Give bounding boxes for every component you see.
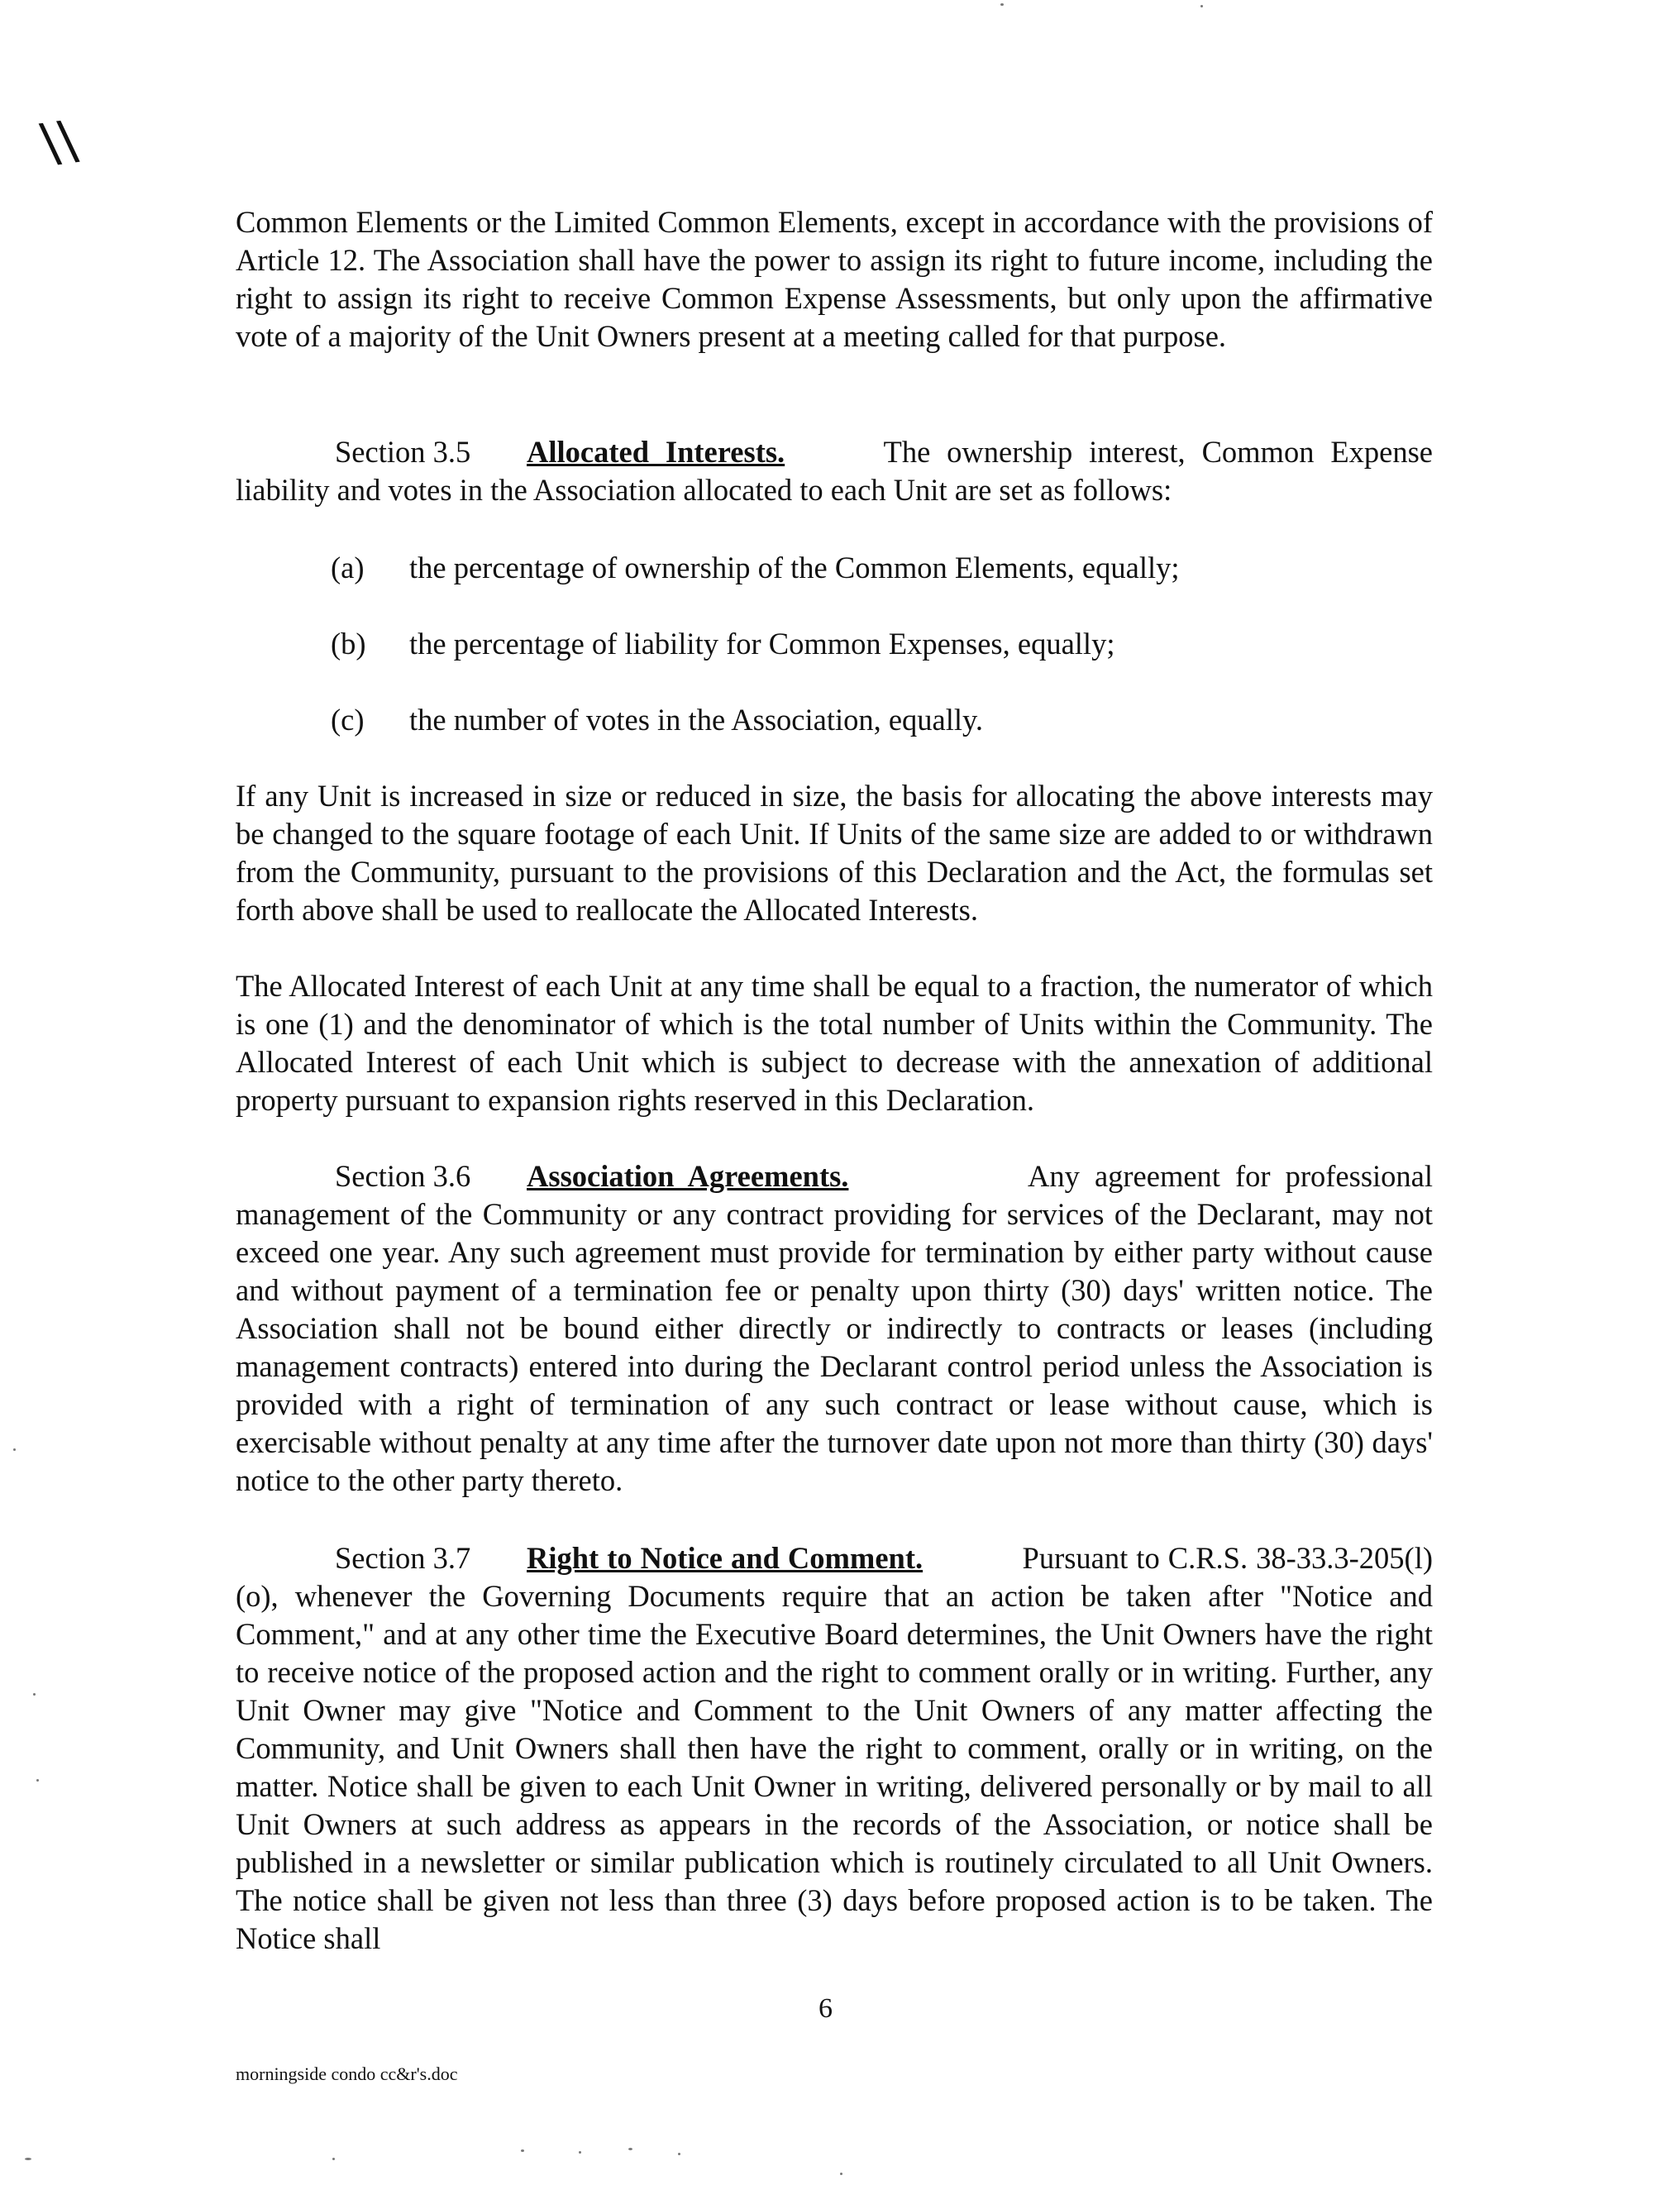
list-text: the percentage of liability for Common Expenses, equally; (409, 627, 1115, 661)
section-title: Right to Notice and Comment. (527, 1541, 924, 1575)
scan-speck (332, 2158, 335, 2160)
list-text: the percentage of ownership of the Common Elements, equally; (409, 551, 1180, 584)
scan-speck (13, 1448, 16, 1451)
paragraph-text: The Allocated Interest of each Unit at any time shall be equal to a fraction, the numerator of which is one (1) and the denominator of which is the total number of Units within the Community. The Allocated Interest of each Unit which is subject to decrease with the annexation of additional property pursuant to expansion rights reserved in this Declaration. (236, 969, 1433, 1117)
scan-speck (628, 2148, 632, 2150)
section-title: Allocated Interests. (527, 435, 785, 469)
page-number: 6 (819, 1993, 833, 2024)
scan-speck (521, 2149, 524, 2152)
section-3-6 (236, 1157, 1433, 1500)
footer-filename: morningside condo cc&r's.doc (236, 2063, 458, 2084)
paragraph-text: If any Unit is increased in size or reduced in size, the basis for allocating the above interests may be changed to the square footage of each Unit. If Units of the same size are added to or withdrawn from the Community, pursuant to the provisions of this Declaration and the Act, the formulas set forth above shall be used to reallocate the Allocated Interests. (236, 779, 1433, 927)
scan-speck (1200, 5, 1203, 7)
section-number: Section 3.7 (335, 1541, 471, 1575)
scan-speck (840, 2173, 842, 2175)
scan-speck (1000, 3, 1004, 6)
scan-speck (579, 2151, 581, 2154)
section-body: Any agreement for professional management of the Community or any contract providing for services of the Declarant, may not exceed one year. Any such agreement must provide for termination by either party without cause and without payment of a termination fee or penalty upon thirty (30) days' written notice. The Association shall not be bound either directly or indirectly to contracts or leases (including management contracts) entered into during the Declarant control period unless the Association is provided with a right of termination of any such contract or lease without cause, which is exercisable without penalty at any time after the turnover date upon not more than thirty (30) days' notice to the other party thereto. (236, 1159, 1434, 1497)
paragraph-allocated-interest (236, 967, 1433, 1119)
section-number: Section 3.5 (335, 435, 471, 469)
scan-speck (36, 1779, 39, 1782)
paragraph-common-elements (236, 203, 1433, 355)
section-title: Association Agreements. (527, 1159, 849, 1193)
handwritten-mark: \\ (37, 109, 82, 175)
section-number: Section 3.6 (335, 1159, 471, 1193)
list-label: (c) (331, 703, 365, 737)
list-label: (b) (331, 627, 366, 661)
list-item (331, 549, 1180, 587)
list-text: the number of votes in the Association, equally. (409, 703, 984, 737)
scan-speck (678, 2153, 680, 2155)
paragraph-unit-size (236, 777, 1433, 929)
list-label: (a) (331, 551, 365, 584)
scan-speck (33, 1693, 36, 1696)
paragraph-text: Common Elements or the Limited Common Elements, except in accordance with the provisions of Article 12. The Association shall have the power to assign its right to future income, including the right to assign its right to receive Common Expense Assessments, but only upon the affirmative vote of a majority of the Unit Owners present at a meeting called for that purpose. (236, 205, 1433, 353)
section-body: The ownership interest, Common Expense liability and votes in the Association allocated to each Unit are set as follows: (236, 435, 1433, 507)
scan-speck (25, 2158, 31, 2160)
section-3-7 (236, 1539, 1433, 1958)
section-3-5 (236, 433, 1433, 509)
list-item (331, 701, 983, 739)
section-body: Pursuant to C.R.S. 38-33.3-205(l)(o), whenever the Governing Documents require that an action be taken after "Notice and Comment," and at any other time the Executive Board determines, the Unit Owners have the right to receive notice of the proposed action and the right to comment orally or in writing. Further, any Unit Owner may give "Notice and Comment to the Unit Owners of any matter affecting the Community, and Unit Owners shall then have the right to comment, orally or in writing, on the matter. Notice shall be given to each Unit Owner in writing, delivered personally or by mail to all Unit Owners at such address as appears in the records of the Association, or notice shall be published in a newsletter or similar publication which is routinely circulated to all Unit Owners. The notice shall be given not less than three (3) days before proposed action is to be taken. The Notice shall (236, 1541, 1434, 1955)
list-item (331, 625, 1114, 663)
